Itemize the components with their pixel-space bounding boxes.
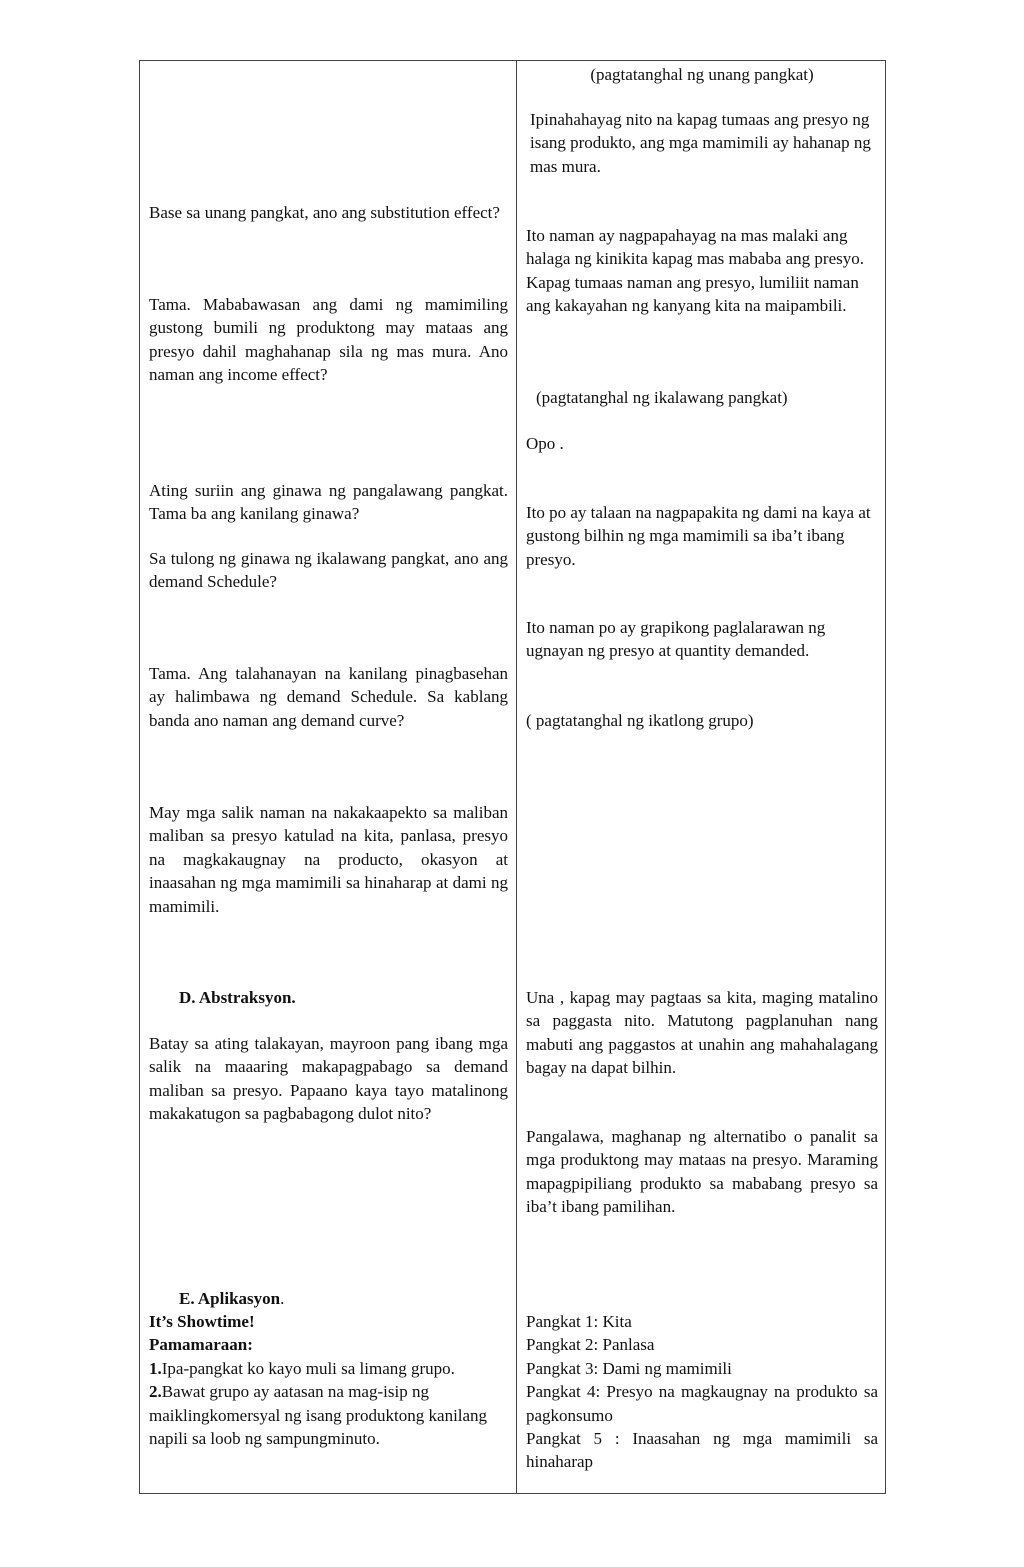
aplikasyon-heading-text: E. Aplikasyon — [179, 1289, 281, 1308]
check-group2-question: Ating suriin ang ginawa ng pangalawang pangkat. Tama ba ang kanilang ginawa? — [149, 481, 508, 524]
group-assignment-list — [526, 1310, 878, 1474]
abstraksyon-question: Batay sa ating talakayan, mayroon pang ibang mga salik na maaaring makapagpabago sa demand maliban sa presyo. Papaano kaya tayo matalinong makakatugon sa pagbabagong dulot nito? — [149, 1034, 508, 1124]
showtime-title: It’s Showtime! — [149, 1312, 255, 1331]
abstraksyon-answer-1: Una , kapag may pagtaas sa kita, maging matalino sa paggasta nito. Matutong pagplanuhan nang mabuti ang paggastos at unahin ang mahahalagang bagay na dapat bilhin. — [526, 988, 878, 1078]
group3-presentation-note: ( pagtatanghal ng ikatlong grupo) — [526, 711, 754, 730]
pamamaraan-label: Pamamaraan: — [149, 1335, 253, 1355]
group-assignment-item: Pangkat 3: Dami ng mamimili — [526, 1358, 732, 1378]
substitution-effect-answer: Ipinahahayag nito na kapag tumaas ang presyo ng isang produkto, ang mga mamimili ay hahanap ng mas mura. — [530, 110, 871, 176]
demand-curve-answer: Ito naman po ay grapikong paglalarawan ng ugnayan ng presyo at quantity demanded. — [526, 618, 826, 661]
group1-presentation-note: (pagtatanghal ng unang pangkat) — [590, 65, 814, 84]
step-number: 2. — [149, 1382, 162, 1402]
step-item — [149, 1380, 508, 1450]
aplikasyon-heading — [149, 1287, 538, 1310]
step-item — [149, 1357, 508, 1380]
demand-schedule-answer: Ito po ay talaan na nagpapakita ng dami na kaya at gustong bilhin ng mga mamimili sa iba’t ibang presyo. — [526, 503, 871, 569]
step-number: 1. — [149, 1358, 162, 1378]
group2-presentation-note: (pagtatanghal ng ikalawang pangkat) — [536, 388, 788, 407]
abstraksyon-heading: D. Abstraksyon. — [179, 988, 296, 1007]
lesson-table — [139, 60, 886, 1494]
income-effect-answer: Ito naman ay nagpapahayag na mas malaki ang halaga ng kinikita kapag mas mababa ang presyo. Kapag tumaas naman ang presyo, lumiliit naman ang kakayahan ng kanyang kita na maipambili. — [526, 226, 864, 316]
group-assignment-item: Pangkat 4: Presyo na magkaugnay na produkto sa pagkonsumo — [526, 1382, 878, 1425]
demand-schedule-question: Sa tulong ng ginawa ng ikalawang pangkat, ano ang demand Schedule? — [149, 549, 508, 592]
group-assignment-item: Pangkat 5 : Inaasahan ng mga mamimili sa hinaharap — [526, 1429, 878, 1472]
substitution-effect-question: Base sa unang pangkat, ano ang substitution effect? — [149, 203, 500, 222]
demand-factors-text: May mga salik naman na nakakaapekto sa maliban maliban sa presyo katulad na kita, panlasa, presyo na magkakaugnay na producto, okasyon at inaasahan ng mga mamimili sa hinaharap at dami ng mamimili. — [149, 803, 508, 916]
group-assignment-item: Pangkat 2: Panlasa — [526, 1335, 655, 1355]
demand-curve-question: Tama. Ang talahanayan na kanilang pinagbasehan ay halimbawa ng demand Schedule. Sa kablang banda ano naman ang demand curve? — [149, 664, 508, 730]
step-text: Bawat grupo ay aatasan na mag-isip ng maiklingkomersyal ng isang produktong kanilang napili sa loob ng sampungminuto. — [149, 1382, 488, 1449]
column-divider — [516, 61, 517, 1493]
aplikasyon-heading-period: . — [280, 1289, 285, 1308]
step-text: Ipa-pangkat ko kayo muli sa limang grupo. — [161, 1358, 455, 1378]
group-assignment-item: Pangkat 1: Kita — [526, 1312, 632, 1331]
income-effect-question: Tama. Mababawasan ang dami ng mamimiling gustong bumili ng produktong may mataas ang presyo dahil maghahanap sila ng mas mura. Ano naman ang income effect? — [149, 295, 508, 385]
opo-answer: Opo . — [526, 434, 564, 453]
abstraksyon-answer-2: Pangalawa, maghanap ng alternatibo o panalit sa mga produktong may mataas na presyo. Maraming mapagpipiliang produkto sa mababang presyo sa iba’t ibang pamilihan. — [526, 1127, 878, 1217]
aplikasyon-block — [149, 1310, 508, 1450]
